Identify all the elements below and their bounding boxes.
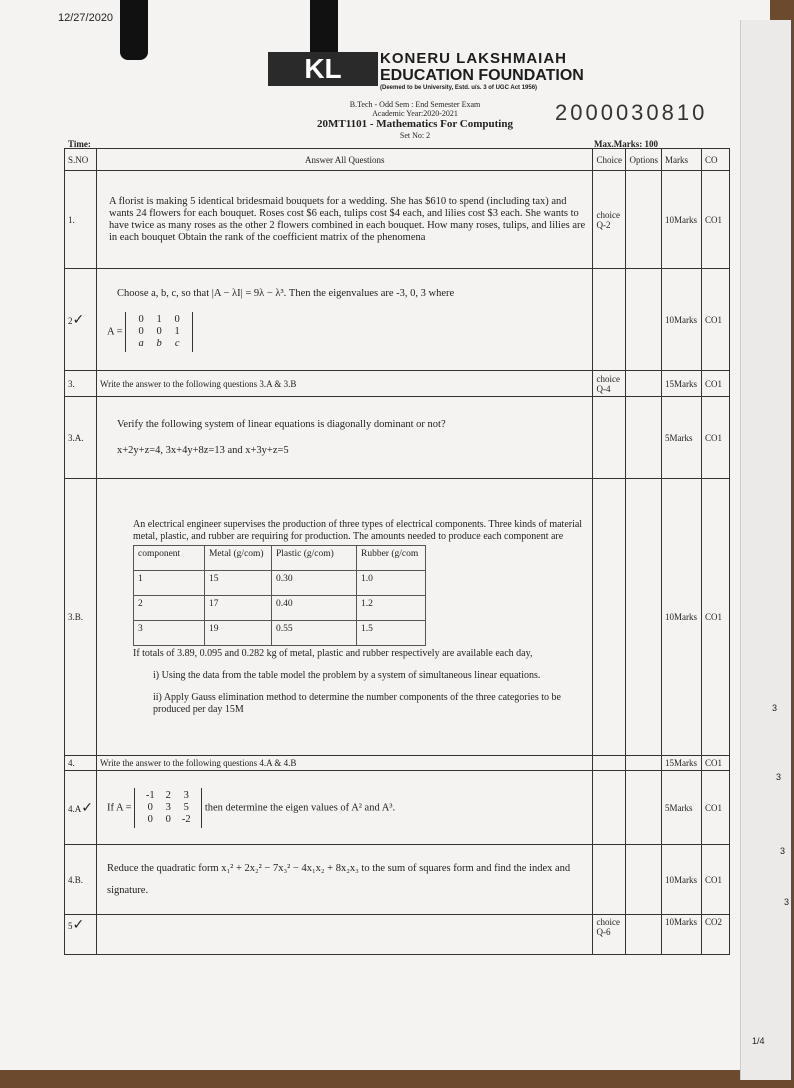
page-number: 1/4 xyxy=(752,1036,765,1046)
question-row-4: 4. Write the answer to the following questions 4.A & 4.B 15Marks CO1 xyxy=(65,756,730,771)
matrix-a: 0 1 0 0 0 1 a b c xyxy=(125,312,193,352)
checkmark-icon: ✓ xyxy=(81,799,93,816)
question-row-4a: 4.A✓ If A = -1 2 3 0 3 5 0 0 -2 then determine the eigen values of A² and A³. 5Marks CO1 xyxy=(65,771,730,845)
materials-table: component Metal (g/com) Plastic (g/com) Rubber (g/com 1 15 0.30 1.0 2 17 0.40 1.2 3 19 0.55 1.5 xyxy=(133,545,426,646)
kl-logo: KL xyxy=(268,52,378,86)
roll-number: 2000030810 xyxy=(555,100,708,125)
clip-right xyxy=(310,0,338,60)
question-row-3a: 3.A. Verify the following system of linear equations is diagonally dominant or not? x+2y+z=4, 3x+4y+8z=13 and x+3y+z=5 5Marks CO1 xyxy=(65,397,730,479)
max-marks: Max.Marks: 100 xyxy=(594,139,658,149)
margin-mark: 3 xyxy=(776,772,782,782)
matrix-a: -1 2 3 0 3 5 0 0 -2 xyxy=(134,788,202,828)
print-date: 12/27/2020 xyxy=(58,12,114,24)
question-row-1: 1. A florist is making 5 identical bridesmaid bouquets for a wedding. She has $610 to spend (including tax) and wants 24 flowers for each bouquet. Roses cost $6 each, tulips cost $4 each, and lilies cost $3 each. She wants to have twice as many roses as the other 2 flowers combined in each bouquet. How many roses, tulips, and lilies are in each bouquet Obtain the rank of the coefficient matrix of the phenomena choice Q-2 10Marks CO1 xyxy=(65,171,730,269)
margin-mark: 3 xyxy=(780,846,786,856)
back-sheet xyxy=(740,20,791,1080)
clip-left xyxy=(120,0,148,60)
question-row-4b: 4.B. Reduce the quadratic form x₁² + 2x₂² − 7x₃² − 4x₁x₂ + 8x₂x₃ to the sum of squares form and find the index and signature. 10Marks CO1 xyxy=(65,845,730,915)
question-table xyxy=(64,148,730,955)
question-row-2: 2✓ Choose a, b, c, so that |A − λI| = 9λ − λ³. Then the eigenvalues are -3, 0, 3 where A = 0 1 0 0 0 1 a b c 10Marks CO1 xyxy=(65,269,730,371)
time-label: Time: xyxy=(68,139,91,149)
org-name: KONERU LAKSHMAIAH EDUCATION FOUNDATION (Deemed to be University, Estd. u/s. 3 of UGC Act 1956) xyxy=(380,50,584,91)
exam-header: B.Tech - Odd Sem : End Semester Exam Academic Year:2020-2021 20MT1101 - Mathematics For Computing Set No: 2 xyxy=(317,100,513,140)
margin-mark: 3 xyxy=(772,703,778,713)
checkmark-icon: ✓ xyxy=(72,917,85,933)
header-row: S.NO Answer All Questions Choice Options Marks CO xyxy=(65,149,730,171)
question-row-3b: 3.B. An electrical engineer supervises the production of three types of electrical components. Three kinds of material metal, plastic, and rubber are requiring for production. The amounts needed to produce each component are component Metal (g/com) Plastic (g/com) Rubber (g/com 1 15 0.30 1.0 2 17 0.40 1.2 3 19 0.55 1.5 If totals of 3.89, 0.095 and 0.282 kg of metal, plastic and rubber respectively are available each day, i) Using the data from the table model the problem by a system of simultaneous linear equations. ii) Apply Gauss elimination method to determine the number components of the three categories to be produced per day 15M 10Marks CO1 xyxy=(65,479,730,756)
question-row-3: 3. Write the answer to the following questions 3.A & 3.B choice Q-4 15Marks CO1 xyxy=(65,371,730,397)
margin-mark: 3 xyxy=(784,897,790,907)
question-row-5: 5✓ choice Q-6 10Marks CO2 xyxy=(65,915,730,955)
checkmark-icon: ✓ xyxy=(72,311,85,328)
